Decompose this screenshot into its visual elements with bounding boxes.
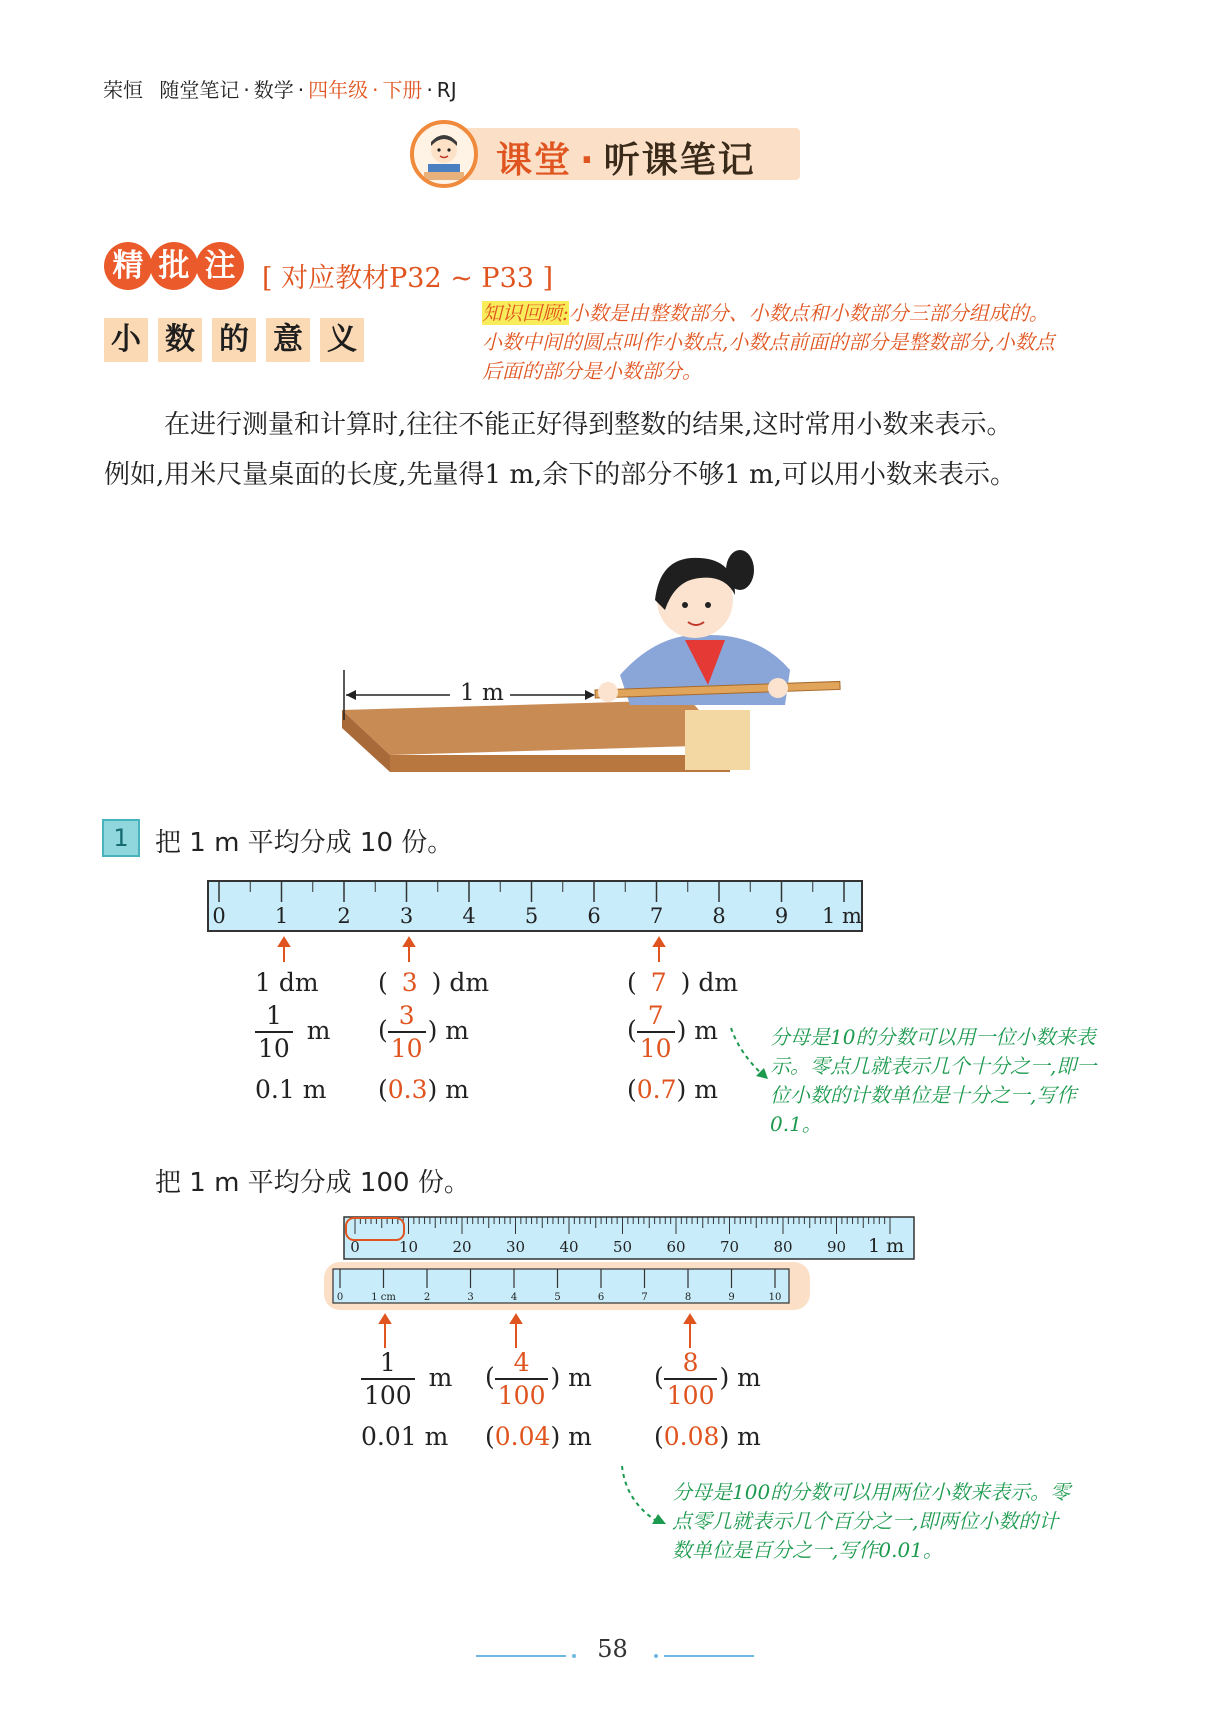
answer-fraction-8-100: ( $\frac{8}{100}$ ) m: [654, 1348, 761, 1410]
ruler-tick-label: 10: [398, 1238, 419, 1256]
decimal-0-01: 0.01 m: [361, 1422, 449, 1451]
answer-decimal-0-08: (0.08) m: [654, 1422, 761, 1451]
up-arrow-icon: [654, 938, 664, 946]
fraction-1-100: $\frac{1}{100}$ m: [361, 1350, 452, 1408]
ruler-tick-label: 50: [612, 1238, 633, 1256]
ruler-tick-label: 30: [505, 1238, 526, 1256]
girl-skirt: [685, 710, 750, 770]
ruler-tick-label: 5: [554, 1292, 561, 1303]
ruler-tick-label: 1 cm: [371, 1292, 396, 1303]
ruler-10: [207, 880, 863, 932]
answer-7dm: ( 7 ) dm: [627, 968, 739, 997]
ruler-tick-label: 2: [337, 904, 351, 928]
brand: 荣恒: [103, 78, 143, 102]
jingpizhu-badge: [104, 242, 244, 290]
ruler-tick-label: 2: [423, 1292, 431, 1303]
student-avatar-icon: [410, 120, 478, 188]
subject: 数学: [253, 78, 294, 102]
value-1dm: 1 dm: [255, 968, 319, 997]
answer-fraction-3-10: ( $\frac{3}{10}$ ) m: [378, 1001, 469, 1063]
ruler-body: [333, 1269, 789, 1303]
answer-fraction-4-100: ( $\frac{4}{100}$ ) m: [485, 1348, 592, 1410]
textbook-reference: [ 对应教材P32 ~ P33 ]: [262, 263, 554, 294]
ruler-tick-label: 0: [212, 904, 226, 928]
up-arrow-icon: [404, 938, 414, 946]
ruler-tick-label: 9: [774, 904, 789, 928]
page-number: 58: [597, 1635, 628, 1663]
arrow-right-icon: [585, 690, 595, 700]
ruler-zoom-cm: [332, 1268, 790, 1304]
arrow-left-icon: [346, 690, 356, 700]
ruler-tick-label: 6: [587, 904, 601, 928]
ruler-tick-label: 10: [768, 1292, 782, 1303]
answer-decimal-0-3: (0.3) m: [378, 1075, 469, 1104]
ruler-tick-label: 60: [666, 1238, 686, 1256]
note-label: 知识回顾:: [482, 301, 569, 325]
table-edge-front: [390, 755, 730, 772]
note-text: 小数是由整数部分、小数点和小数部分三部分组成的。小数中间的圆点叫作小数点,小数点前面的部分是整数部分,小数点后面的部分是小数部分。: [482, 301, 1055, 383]
ruler-tick-label: 3: [467, 1292, 474, 1303]
decimal-0-1: 0.1 m: [255, 1075, 327, 1104]
exercise-part2-text: 把 1 m 平均分成 100 份。: [155, 1168, 470, 1198]
ruler-tick-label: 0: [350, 1238, 360, 1256]
up-arrow-icon: [380, 1315, 390, 1323]
ruler-tick-label: 8: [712, 904, 726, 928]
answer-fraction-7-10: ( $\frac{7}{10}$ ) m: [627, 1001, 718, 1063]
ruler-tick-label: 20: [452, 1238, 472, 1256]
up-arrow-icon: [279, 938, 289, 946]
ruler100-arrows: [370, 1312, 710, 1352]
ruler-tick-label: 9: [728, 1292, 735, 1303]
ruler-100: [343, 1216, 915, 1260]
ruler-tick-label: 7: [649, 904, 664, 928]
title-char: 意: [266, 318, 310, 362]
ruler-tick-label: 40: [559, 1238, 579, 1256]
ruler-tick-label: 8: [684, 1292, 692, 1303]
measuring-illustration: [330, 540, 870, 780]
fraction-1-10: $\frac{1}{10}$ m: [255, 1003, 330, 1061]
exercise-number: 1: [102, 819, 140, 857]
up-arrow-icon: [685, 1315, 695, 1323]
exercise-part1-text: 把 1 m 平均分成 10 份。: [155, 828, 454, 858]
knowledge-review-note: [482, 299, 1062, 386]
ruler10-arrows: [270, 936, 690, 966]
girl-ponytail: [726, 550, 754, 590]
title-char: 义: [320, 318, 364, 362]
intro-line-1: 在进行测量和计算时,往往不能正好得到整数的结果,这时常用小数来表示。: [164, 410, 1013, 440]
ruler-tick-label: 80: [773, 1238, 793, 1256]
section-banner: [410, 120, 800, 188]
title-char: 的: [212, 318, 256, 362]
ruler-tick-label: 6: [597, 1292, 605, 1303]
badge-char: 批: [150, 242, 198, 290]
measure-label: 1 m: [460, 680, 504, 706]
girl-hand: [768, 678, 788, 698]
edition: RJ: [436, 78, 457, 102]
ruler-tick-label: 0: [336, 1292, 344, 1303]
ruler-tick-label: 3: [399, 904, 414, 928]
intro-paragraph: [104, 400, 1124, 500]
tenths-note: 分母是10的分数可以用一位小数来表示。零点几就表示几个十分之一,即一位小数的计数单位是十分之一,写作0.1。: [770, 1025, 1097, 1136]
girl-eye: [682, 602, 688, 608]
ruler-tick-label: 4: [462, 904, 476, 928]
badge-char: 精: [104, 242, 152, 290]
ruler-tick-label: 1 m: [868, 1235, 905, 1257]
title-char: 小: [104, 318, 148, 362]
hundredths-note: 分母是100的分数可以用两位小数来表示。零点零几就表示几个百分之一,即两位小数的计数单位是百分之一,写作0.01。: [672, 1480, 1071, 1562]
up-arrow-icon: [511, 1315, 521, 1323]
badge-char: 注: [196, 242, 244, 290]
banner-title: 课堂 · 听课笔记: [496, 140, 756, 181]
girl-eye: [705, 602, 711, 608]
grade: 四年级: [308, 78, 369, 102]
volume: 下册: [382, 78, 423, 102]
title-char: 数: [158, 318, 202, 362]
ruler-tick-label: 90: [826, 1238, 847, 1256]
ruler-tick-label: 5: [524, 904, 539, 928]
table-top: [342, 700, 730, 755]
intro-line-2: 例如,用米尺量桌面的长度,先量得1 m,余下的部分不够1 m,可以用小数来表示。: [104, 460, 1016, 490]
ruler-tick-label: 1 m: [822, 904, 862, 928]
ruler-tick-label: 70: [719, 1238, 740, 1256]
answer-3dm: ( 3 ) dm: [378, 968, 490, 997]
note-pointer-arrow-2: [614, 1462, 674, 1534]
section-title: [104, 318, 374, 362]
ruler-tick-label: 1: [274, 904, 289, 928]
answer-decimal-0-04: (0.04) m: [485, 1422, 592, 1451]
book-header: 荣恒 随堂笔记 · 数学 · 四年级 · 下册 · RJ: [103, 78, 457, 102]
answer-decimal-0-7: (0.7) m: [627, 1075, 718, 1104]
note-pointer-arrow: [726, 1024, 776, 1084]
ruler-tick-label: 7: [641, 1292, 648, 1303]
book-name: 随堂笔记: [159, 78, 240, 102]
girl-hand: [598, 682, 618, 702]
ruler-tick-label: 4: [510, 1292, 518, 1303]
